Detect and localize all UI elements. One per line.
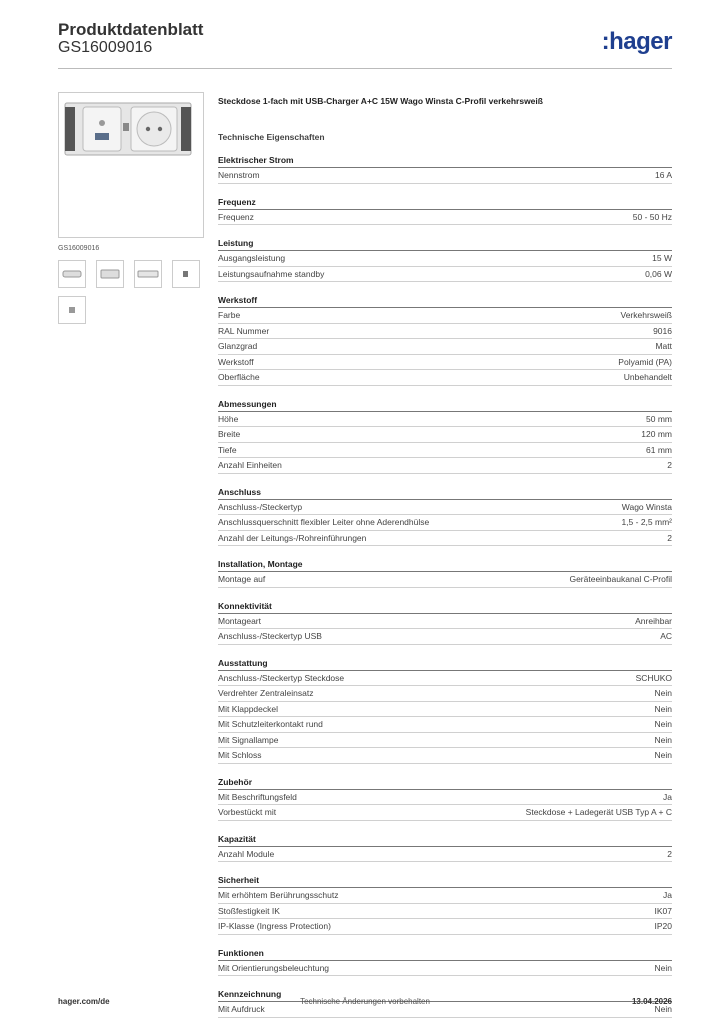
spec-label: Nennstrom	[218, 170, 260, 180]
section-title: Funktionen	[218, 948, 672, 961]
socket-illustration	[59, 93, 203, 237]
spec-label: Verdrehter Zentraleinsatz	[218, 688, 314, 698]
spec-label: Breite	[218, 429, 241, 439]
spec-value: Verkehrsweiß	[620, 310, 672, 320]
section-title: Elektrischer Strom	[218, 155, 672, 168]
spec-row	[218, 686, 672, 702]
section-title: Anschluss	[218, 487, 672, 500]
spec-row	[218, 324, 672, 340]
thumbnail-image	[173, 261, 199, 287]
spec-value: IP20	[654, 921, 672, 931]
spec-section	[218, 875, 672, 935]
product-code: GS16009016	[58, 39, 153, 56]
spec-section	[218, 658, 672, 764]
spec-label: IP-Klasse (Ingress Protection)	[218, 921, 331, 931]
spec-label: Glanzgrad	[218, 341, 258, 351]
spec-value: Nein	[654, 703, 672, 714]
section-title: Kapazität	[218, 834, 672, 847]
spec-label: Oberfläche	[218, 372, 260, 382]
spec-row	[218, 961, 672, 977]
spec-label: Farbe	[218, 310, 241, 320]
spec-value: 0,06 W	[645, 268, 672, 279]
spec-label: Anschlussquerschnitt flexibler Leiter ohne Aderendhülse	[218, 517, 430, 527]
spec-row	[218, 412, 672, 428]
spec-value: Ja	[663, 890, 672, 900]
spec-value: Ja	[663, 791, 672, 802]
spec-section	[218, 155, 672, 184]
spec-section	[218, 238, 672, 282]
thumbnail-image	[97, 261, 123, 287]
spec-value: Nein	[654, 962, 672, 973]
section-title: Konnektivität	[218, 601, 672, 614]
image-column	[58, 92, 204, 324]
spec-value: 50 - 50 Hz	[632, 211, 672, 222]
spec-row	[218, 515, 672, 531]
spec-label: Anschluss-/Steckertyp USB	[218, 631, 322, 641]
spec-section	[218, 559, 672, 588]
spec-value: Wago Winsta	[621, 501, 672, 512]
spec-value: SCHUKO	[635, 672, 672, 683]
spec-label: RAL Nummer	[218, 325, 270, 336]
thumbnail-image	[59, 261, 85, 287]
spec-row	[218, 168, 672, 184]
thumbnail-4[interactable]	[172, 260, 200, 288]
spec-label: Ausgangsleistung	[218, 253, 286, 263]
thumbnail-list	[58, 260, 208, 324]
spec-section	[218, 601, 672, 645]
section-title: Zubehör	[218, 777, 672, 790]
section-title: Installation, Montage	[218, 559, 672, 572]
spec-row	[218, 614, 672, 630]
spec-row	[218, 458, 672, 474]
spec-label: Mit Schutzleiterkontakt rund	[218, 719, 323, 729]
spec-row	[218, 531, 672, 547]
spec-label: Vorbestückt mit	[218, 807, 277, 817]
spec-label: Mit Orientierungsbeleuchtung	[218, 962, 330, 973]
spec-value: 9016	[653, 325, 672, 336]
image-caption: GS16009016	[58, 245, 100, 252]
spec-label: Mit Beschriftungsfeld	[218, 791, 297, 802]
spec-value: 61 mm	[646, 444, 672, 455]
spec-section	[218, 295, 672, 386]
spec-value: Nein	[654, 734, 672, 745]
section-title: Ausstattung	[218, 658, 672, 671]
document-title: Produktdatenblatt	[58, 20, 204, 39]
spec-row	[218, 267, 672, 283]
spec-row	[218, 251, 672, 267]
spec-label: Mit Schloss	[218, 750, 262, 760]
spec-row	[218, 308, 672, 324]
spec-value: IK07	[654, 905, 672, 916]
spec-value: 1,5 - 2,5 mm²	[621, 517, 672, 527]
spec-section	[218, 948, 672, 977]
spec-row	[218, 427, 672, 443]
spec-row	[218, 717, 672, 733]
spec-value: Steckdose + Ladegerät USB Typ A + C	[525, 807, 672, 817]
spec-section	[218, 399, 672, 474]
product-image[interactable]	[58, 92, 204, 238]
product-name: Steckdose 1-fach mit USB-Charger A+C 15W Wago Winsta C-Profil verkehrsweiß	[218, 96, 543, 106]
tech-heading: Technische Eigenschaften	[218, 132, 325, 142]
thumbnail-image	[59, 297, 85, 323]
section-title: Abmessungen	[218, 399, 672, 412]
spec-label: Tiefe	[218, 444, 237, 455]
section-title: Frequenz	[218, 197, 672, 210]
spec-row	[218, 919, 672, 935]
spec-section	[218, 487, 672, 547]
spec-label: Montageart	[218, 615, 261, 626]
spec-label: Mit Signallampe	[218, 734, 279, 745]
spec-value: Unbehandelt	[623, 372, 672, 382]
spec-value: 2	[667, 532, 672, 543]
spec-row	[218, 629, 672, 645]
spec-value: Anreihbar	[635, 615, 672, 626]
spec-section	[218, 834, 672, 863]
spec-label: Montage auf	[218, 574, 266, 584]
spec-value: 50 mm	[646, 413, 672, 424]
spec-row	[218, 572, 672, 588]
spec-row	[218, 847, 672, 863]
spec-row	[218, 210, 672, 226]
spec-section	[218, 777, 672, 821]
spec-row	[218, 370, 672, 386]
spec-row	[218, 790, 672, 806]
thumbnail-3[interactable]	[134, 260, 162, 288]
spec-value: AC	[660, 631, 672, 641]
spec-label: Anschluss-/Steckertyp	[218, 501, 303, 512]
spec-label: Anzahl Module	[218, 848, 275, 859]
spec-value: Nein	[654, 688, 672, 698]
spec-row	[218, 671, 672, 687]
spec-row	[218, 904, 672, 920]
spec-row	[218, 805, 672, 821]
spec-label: Mit Klappdeckel	[218, 703, 279, 714]
thumbnail-image	[135, 261, 161, 287]
spec-row	[218, 702, 672, 718]
spec-row	[218, 355, 672, 371]
spec-value: Matt	[655, 341, 672, 351]
spec-label: Mit erhöhtem Berührungsschutz	[218, 890, 339, 900]
spec-label: Anzahl der Leitungs-/Rohreinführungen	[218, 532, 367, 543]
spec-value: 2	[667, 848, 672, 859]
footer-website-link[interactable]: hager.com/de	[58, 997, 110, 1006]
spec-value: 15 W	[652, 253, 672, 263]
spec-row	[218, 443, 672, 459]
spec-row	[218, 733, 672, 749]
section-title: Kennzeichnung	[218, 989, 672, 1002]
spec-value: Nein	[654, 719, 672, 729]
spec-label: Höhe	[218, 413, 239, 424]
footer-date: 13.04.2026	[631, 997, 672, 1006]
thumbnail-1[interactable]	[58, 260, 86, 288]
spec-label: Leistungsaufnahme standby	[218, 268, 325, 279]
spec-value: 2	[667, 460, 672, 470]
spec-value: Nein	[654, 750, 672, 760]
spec-section	[218, 197, 672, 226]
spec-label: Werkstoff	[218, 356, 254, 367]
spec-label: Mit Aufdruck	[218, 1004, 265, 1014]
section-title: Leistung	[218, 238, 672, 251]
spec-row	[218, 500, 672, 516]
spec-sections	[218, 155, 672, 1018]
thumbnail-2[interactable]	[96, 260, 124, 288]
spec-row	[218, 339, 672, 355]
section-title: Werkstoff	[218, 295, 672, 308]
specifications	[218, 96, 672, 1018]
page-header	[58, 20, 672, 68]
hager-logo[interactable]: :hager	[601, 28, 672, 55]
spec-value: 16 A	[654, 170, 672, 180]
header-divider	[58, 68, 672, 69]
thumbnail-5[interactable]	[58, 296, 86, 324]
spec-row	[218, 888, 672, 904]
spec-row	[218, 748, 672, 764]
spec-value: 120 mm	[641, 429, 672, 439]
spec-label: Stoßfestigkeit IK	[218, 905, 280, 916]
spec-value: Polyamid (PA)	[618, 356, 672, 367]
spec-value: Geräteeinbaukanal C-Profil	[569, 574, 672, 584]
footer-disclaimer: Technische Änderungen vorbehalten	[300, 997, 430, 1006]
spec-value: Nein	[654, 1004, 672, 1014]
section-title: Sicherheit	[218, 875, 672, 888]
spec-label: Frequenz	[218, 211, 254, 222]
spec-label: Anschluss-/Steckertyp Steckdose	[218, 672, 345, 683]
spec-label: Anzahl Einheiten	[218, 460, 282, 470]
